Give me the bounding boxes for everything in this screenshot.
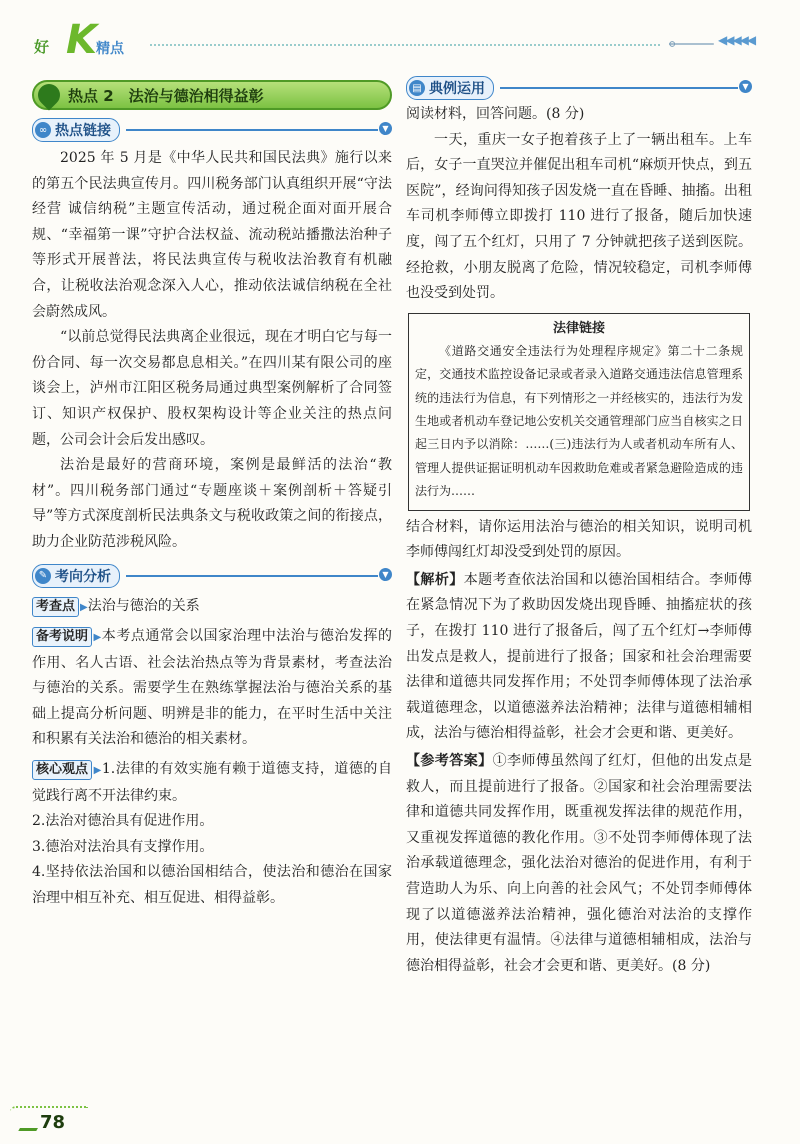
book-icon: ▤: [409, 80, 425, 96]
chevron-down-icon: ▼: [739, 80, 752, 93]
kaochadian-text: 法治与德治的关系: [87, 597, 200, 614]
page-number-badge: [10, 1106, 100, 1138]
logo-suffix: 精点: [96, 41, 124, 57]
example-analysis: [406, 568, 752, 747]
analysis-tag: 【解析】: [406, 571, 464, 588]
paragraph: 法治是最好的营商环境，案例是最鲜活的法治“教材”。四川税务部门通过“专题座谈＋案例剖析＋答疑引导”等方式深度剖析民法典条文与税收政策之间的衔接点，助力企业防范涉税风险。: [32, 457, 392, 550]
example-answer: [406, 749, 752, 979]
section-rule: [126, 575, 378, 577]
header-dotted-rule: [150, 44, 660, 46]
analysis-text: 本题考查依法治国和以德治国相结合。李师傅在紧急情况下为了救助因发烧出现昏睡、抽搐症状的孩子，在拨打 110 进行了报备后，闯了五个红灯→李师傅出发点是救人，提前进行了报备；国家和社会治理需要法律和道德共同发挥作用；不处罚李师傅体现了法治承载道德理念，以道德滋养法治精神；法律与道德相辅相成，法治与德治相得益彰，社会才会更和谐、更美好。: [406, 571, 753, 742]
core-point-4: 4.坚持依法治国和以德治国相结合，使法治和德治在国家治理中相互补充、相互促进、相得益彰。: [32, 864, 392, 907]
section-title: 考向分析: [55, 568, 111, 585]
section-pill: [406, 76, 494, 100]
page-header: [0, 0, 800, 68]
flame-icon: [33, 79, 64, 110]
compass-icon: ✎: [35, 568, 51, 584]
chevron-down-icon: ▼: [379, 122, 392, 135]
section-title: 典例运用: [429, 81, 485, 97]
paragraph: 2025 年 5 月是《中华人民共和国民法典》施行以来的第五个民法典宣传月。四川税务部门认真组织开展“守法经营 诚信纳税”主题宣传活动，通过税企面对面开展合规、“幸福第一课”守护合法权益、流动税站播撒法治种子等形式开展普法，将民法典宣传与税收法治教育有机融合，让税收法治观念深入人心，推动依法诚信纳税在全社会蔚然成风。: [32, 150, 392, 320]
arrows-icon: ◀◀◀◀◀: [718, 33, 755, 47]
example-question: 结合材料，请你运用法治与德治的相关知识，说明司机李师傅闯红灯却没受到处罚的原因。: [406, 518, 752, 561]
example-block: [406, 102, 752, 979]
beikao-tag: 备考说明: [32, 627, 92, 647]
core-tag: 核心观点: [32, 760, 92, 780]
logo-k: K: [66, 17, 97, 63]
core-point-2: 2.法治对德治具有促进作用。: [32, 813, 214, 830]
example-story: 一天，重庆一女子抱着孩子上了一辆出租车。上车后，女子一直哭泣并催促出租车司机“麻烦开快点，到五医院”，经询问得知孩子因发烧一直在昏睡、抽搐。出租车司机李师傅立即拨打 110 进行了报备，随后加快速度，闯了五个红灯，只用了 7 分钟就把孩子送到医院。经抢救，小朋友脱离了危险，情况较稳定，司机李师傅也没受到处罚。: [406, 131, 752, 302]
beikao-text: 本考点通常会以国家治理中法治与德治发挥的作用、名人古语、社会法治热点等为背景素材，考查法治与德治的关系。需要学生在熟练掌握法治与德治关系的基础上提高分析问题、明辨是非的能力，在平时生活中关注和积累有关法治和德治的相关素材。: [32, 628, 392, 748]
section-header-example: [406, 76, 752, 100]
kaochadian-tag: 考查点: [32, 597, 79, 617]
page-number: 78: [40, 1112, 66, 1133]
triangle-icon: ▶: [93, 765, 102, 777]
right-column: [406, 70, 752, 979]
logo-prefix: 好: [34, 38, 50, 56]
core-point-1: [32, 757, 392, 809]
section-header-link: [32, 118, 392, 142]
law-link-box: [408, 313, 750, 511]
kaochadian: [32, 594, 392, 621]
answer-text: ①李师傅虽然闯了红灯，但他的出发点是救人，而且提前进行了报备。②国家和社会治理需要法律和道德共同发挥作用，既重视发挥法律的规范作用，又重视发挥道德的教化作用。③不处罚李师傅体现了法治承载道德理念，强化法治对德治的促进作用，有利于营造助人为乐、向上向善的社会风气；不处罚李师傅体现了以道德滋养法治精神，强化德治对法治的支撑作用，使法律更有温情。④法律与道德相辅相成，法治与德治相得益彰，社会才会更和谐、更美好。(8 分): [406, 752, 752, 974]
section-rule: [126, 129, 378, 131]
beikao: [32, 624, 392, 753]
paragraph: “以前总觉得民法典离企业很远，现在才明白它与每一份合同、每一次交易都息息相关。”在四川某有限公司的座谈会上，泸州市江阳区税务局通过典型案例解析了合同签订、知识产权保护、股权架构设计等企业关注的热点问题，公司会计会后发出感叹。: [32, 329, 392, 448]
left-column: [32, 70, 392, 912]
section-title: 热点链接: [55, 123, 111, 139]
triangle-icon: ▶: [80, 601, 88, 613]
chevron-down-icon: ▼: [379, 568, 392, 581]
hotspot-title: 热点 2 法治与德治相得益彰: [68, 86, 264, 105]
link-icon: ∞: [35, 122, 51, 138]
section-rule: [500, 87, 738, 89]
law-box-title: 法律链接: [552, 320, 605, 336]
triangle-icon: ▶: [93, 632, 102, 644]
brand-logo: [34, 17, 154, 63]
core-point-3: 3.德治对法治具有支撑作用。: [32, 838, 214, 855]
core-point-text: 1.法律的有效实施有赖于道德支持，道德的自觉践行离不开法律约束。: [32, 761, 392, 804]
link-article: [32, 146, 392, 556]
analysis-block: [32, 594, 392, 912]
law-box-text: 《道路交通安全违法行为处理程序规定》第二十二条规定，交通技术监控设备记录或者录入道路交通违法信息管理系统的违法行为信息，有下列情形之一并经核实的，违法行为发生地或者机动车登记地公安机关交通管理部门应当自核实之日起三日内予以消除：……(三)违法行为人或者机动车所有人、管理人提供证据证明机动车因救助危难或者紧急避险造成的违法行为……: [415, 343, 743, 499]
section-pill: [32, 118, 120, 142]
section-header-analysis: [32, 564, 392, 588]
section-pill: [32, 564, 120, 588]
example-intro: 阅读材料，回答问题。(8 分): [406, 106, 585, 122]
answer-tag: 【参考答案】: [406, 752, 493, 769]
hotspot-title-bar: [32, 80, 392, 110]
